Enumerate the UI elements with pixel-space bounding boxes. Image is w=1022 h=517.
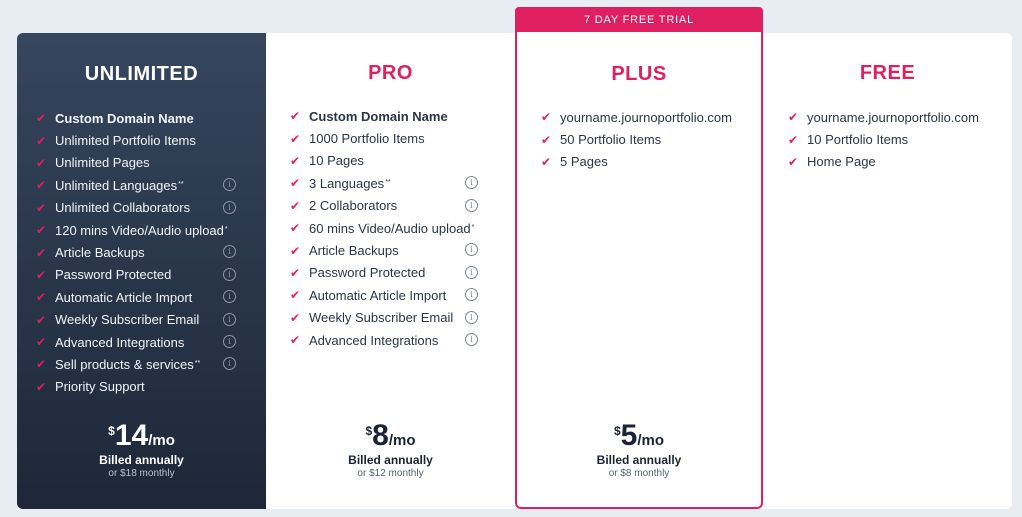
feature-item (36, 376, 266, 398)
billing-label: Billed annually (99, 453, 184, 467)
price-period: /mo (388, 432, 416, 449)
check-icon: ✔ (290, 221, 301, 236)
price-block (17, 421, 266, 479)
info-icon[interactable]: i (465, 243, 478, 256)
check-icon: ✔ (541, 132, 552, 147)
price-block (517, 421, 761, 479)
feature-label: 120 mins Video/Audio upload (55, 222, 224, 238)
info-icon[interactable]: i (223, 201, 236, 214)
check-icon: ✔ (36, 111, 47, 126)
feature-label: Article Backups (55, 245, 145, 261)
info-icon[interactable]: i (465, 288, 478, 301)
feature-label: Password Protected (55, 267, 172, 283)
feature-item (36, 129, 266, 151)
feature-list (17, 107, 266, 398)
check-icon: ✔ (541, 154, 552, 169)
plan-pro[interactable] (266, 33, 515, 509)
check-icon: ✔ (290, 198, 301, 213)
feature-item (290, 195, 515, 217)
info-icon[interactable]: i (465, 266, 478, 279)
check-icon: ✔ (36, 223, 47, 238)
feature-label: 10 Pages (309, 153, 364, 169)
check-icon: ✔ (290, 333, 301, 348)
feature-item (290, 127, 515, 149)
plan-title: PLUS (611, 63, 667, 85)
check-icon: ✔ (36, 267, 47, 282)
feature-item (290, 329, 515, 351)
plan-title: FREE (859, 62, 916, 84)
check-icon: ✔ (290, 153, 301, 168)
feature-label: Unlimited Languages (55, 177, 178, 193)
feature-item (541, 106, 761, 128)
feature-item (290, 239, 515, 261)
feature-label: Unlimited Portfolio Items (55, 133, 196, 149)
check-icon: ✔ (36, 155, 47, 170)
check-icon: ✔ (290, 265, 301, 280)
feature-label: Unlimited Pages (55, 155, 150, 171)
feature-label: Weekly Subscriber Email (309, 310, 454, 326)
plan-unlimited[interactable] (17, 33, 266, 509)
check-icon: ✔ (36, 133, 47, 148)
feature-item (290, 307, 515, 329)
feature-label: Article Backups (309, 243, 399, 259)
feature-item (290, 150, 515, 172)
feature-label: yourname.journoportfolio.com (807, 109, 979, 125)
check-icon: ✔ (36, 335, 47, 350)
check-icon: ✔ (36, 245, 47, 260)
feature-item (36, 197, 266, 219)
plan-title: UNLIMITED (84, 63, 199, 85)
price (266, 421, 515, 451)
feature-label: 60 mins Video/Audio upload (309, 220, 471, 236)
feature-item (290, 105, 515, 127)
feature-item: ✔ 120 mins Video/Audio upload * (36, 222, 228, 238)
feature-item (541, 128, 761, 150)
price-currency: $ (613, 424, 621, 438)
check-icon: ✔ (541, 110, 552, 125)
info-icon[interactable]: i (223, 245, 236, 258)
info-icon[interactable]: i (223, 357, 236, 370)
check-icon: ✔ (36, 312, 47, 327)
feature-label: Sell products & services (55, 356, 194, 372)
feature-label: Automatic Article Import (309, 287, 447, 303)
feature-item (36, 241, 266, 263)
info-icon[interactable]: i (223, 268, 236, 281)
price-amount: 8 (372, 419, 389, 452)
price (517, 421, 761, 451)
feature-label: 3 Languages (309, 175, 385, 191)
feature-label: Custom Domain Name (55, 110, 194, 126)
check-icon: ✔ (290, 288, 301, 303)
price-currency: $ (365, 424, 373, 438)
feature-label: Advanced Integrations (55, 334, 185, 350)
feature-item (36, 107, 266, 129)
feature-label: Home Page (807, 154, 876, 170)
feature-list (517, 106, 761, 173)
check-icon: ✔ (290, 243, 301, 258)
check-icon: ✔ (36, 200, 47, 215)
feature-label: 50 Portfolio Items (560, 132, 662, 148)
info-icon[interactable]: i (465, 311, 478, 324)
feature-label: 2 Collaborators (309, 198, 398, 214)
check-icon: ✔ (788, 154, 799, 169)
monthly-price: or $8 monthly (608, 468, 670, 479)
feature-label: Password Protected (309, 265, 426, 281)
check-icon: ✔ (36, 357, 47, 372)
feature-item (36, 286, 266, 308)
feature-list (266, 105, 515, 351)
plan-plus[interactable] (515, 7, 763, 509)
plan-free[interactable] (763, 33, 1012, 509)
check-icon: ✔ (290, 131, 301, 146)
check-icon: ✔ (788, 132, 799, 147)
feature-item (788, 128, 1012, 150)
feature-label: yourname.journoportfolio.com (560, 109, 732, 125)
feature-label: Automatic Article Import (55, 289, 193, 305)
feature-label: 1000 Portfolio Items (309, 131, 425, 147)
monthly-price: or $18 monthly (108, 468, 175, 479)
feature-label: 10 Portfolio Items (807, 132, 909, 148)
info-icon[interactable]: i (465, 333, 478, 346)
info-icon[interactable]: i (223, 313, 236, 326)
check-icon: ✔ (36, 178, 47, 193)
free-trial-banner: 7 DAY FREE TRIAL (515, 7, 763, 32)
check-icon: ✔ (290, 310, 301, 325)
info-icon[interactable]: i (465, 199, 478, 212)
check-icon: ✔ (36, 290, 47, 305)
feature-item (788, 151, 1012, 173)
feature-item (36, 152, 266, 174)
feature-label: Weekly Subscriber Email (55, 312, 200, 328)
check-icon: ✔ (36, 379, 47, 394)
feature-item (36, 331, 266, 353)
price (17, 421, 266, 451)
feature-item (36, 264, 266, 286)
feature-item (290, 284, 515, 306)
feature-item: ✔ Unlimited Languages ** i (36, 174, 266, 196)
feature-item (290, 262, 515, 284)
feature-label: Priority Support (55, 379, 145, 395)
feature-label: Advanced Integrations (309, 332, 439, 348)
feature-item: ✔ Sell products & services ** i (36, 353, 266, 375)
feature-item (541, 151, 761, 173)
price-period: /mo (637, 432, 665, 449)
plan-title: PRO (368, 62, 413, 84)
check-icon: ✔ (290, 109, 301, 124)
feature-item: ✔ 60 mins Video/Audio upload * (290, 220, 475, 236)
check-icon: ✔ (290, 176, 301, 191)
price-block (266, 421, 515, 479)
price-amount: 14 (114, 419, 149, 452)
feature-item: ✔ 3 Languages ** i (290, 172, 515, 194)
price-amount: 5 (620, 419, 638, 452)
info-icon[interactable]: i (223, 290, 236, 303)
feature-list (763, 106, 1012, 173)
billing-label: Billed annually (596, 453, 682, 467)
price-currency: $ (108, 424, 115, 438)
feature-label: 5 Pages (560, 154, 608, 170)
info-icon[interactable]: i (465, 176, 478, 189)
billing-label: Billed annually (348, 453, 433, 467)
info-icon[interactable]: i (223, 335, 236, 348)
feature-label: Unlimited Collaborators (55, 200, 191, 216)
price-period: /mo (148, 432, 175, 449)
feature-label: Custom Domain Name (309, 108, 448, 124)
check-icon: ✔ (788, 110, 799, 125)
monthly-price: or $12 monthly (357, 468, 424, 479)
info-icon[interactable]: i (223, 178, 236, 191)
feature-item (788, 106, 1012, 128)
feature-item (36, 309, 266, 331)
